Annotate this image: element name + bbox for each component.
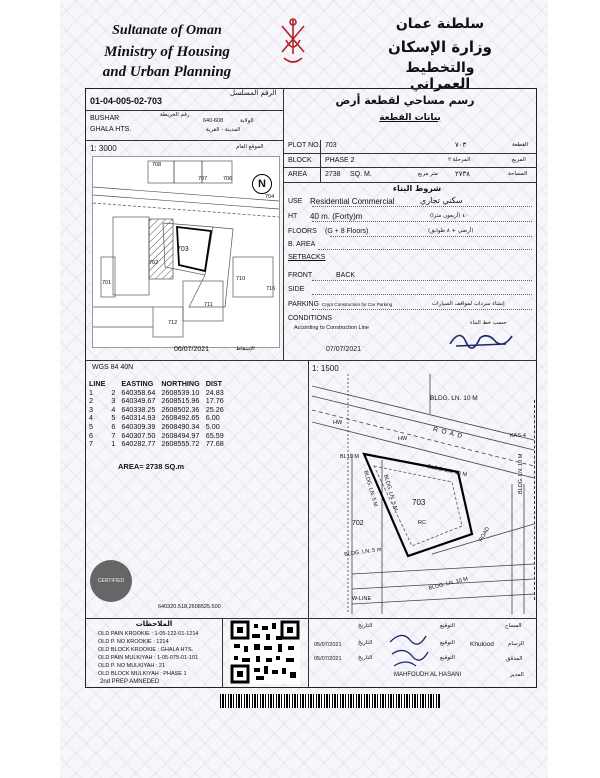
area-label: AREA — [288, 171, 308, 178]
map-bldg-ln-top: BLDG. LN. 10 M — [430, 395, 478, 402]
cell: 2 — [89, 396, 93, 406]
floors: (G + 8 Floors) — [325, 228, 369, 235]
map-rc-label: RC — [418, 520, 426, 526]
cell: 5 — [89, 421, 93, 431]
conditions-date: 07/07/2021 — [326, 346, 362, 353]
cell: 4 — [89, 413, 93, 423]
official-stamp-icon: CERTIFIED — [90, 560, 132, 602]
area-ar-unit: متر مربع — [418, 171, 438, 177]
map-no-label-ar: رقم الخريطة — [160, 112, 190, 118]
keymap-plot-701: 701 — [102, 280, 112, 286]
block-label: BLOCK — [288, 157, 312, 164]
detail-map — [312, 374, 534, 614]
cell: 2608515.96 — [161, 396, 200, 406]
remark-line-3: OLD BLOCK KROOKIE : GHALA HTS. — [98, 647, 194, 653]
prep-note: 2nd PREP AMNEDED — [100, 679, 160, 685]
cell: 640314.93 — [121, 413, 156, 423]
front-value: BACK — [336, 272, 356, 279]
map-plot-702: 702 — [352, 520, 364, 527]
setbacks-label: SETBACKS — [288, 254, 326, 261]
cell: 6 — [89, 430, 93, 440]
survey-scale: 1: 1500 — [312, 364, 339, 373]
map-bldg-ln-bottom-b: BLDG. LN. 10 M — [428, 576, 469, 592]
cell: 3 — [111, 396, 116, 406]
map-road-right: ROAD — [478, 526, 492, 543]
remarks-heading-ar: الملاحظات — [135, 620, 173, 628]
signature-label-2: التوقيع — [440, 640, 455, 646]
wgs-label: WGS 84 40N — [92, 364, 134, 371]
conditions-signature-icon — [446, 326, 516, 352]
plot-no-label: PLOT NO. — [288, 142, 321, 149]
frame-divider-vertical-bottom-b — [308, 618, 309, 688]
floors-ar: (أرضي + ٨ طوابق) — [428, 228, 474, 234]
conditions-heading-ar: شروط البناء — [392, 184, 442, 193]
plot-no-ar-label: القطعة — [512, 142, 529, 148]
front-label: FRONT — [288, 272, 313, 279]
village-ar: المدينة - القرية — [206, 127, 241, 133]
khanjar-emblem-icon — [274, 14, 312, 70]
dotted-line — [312, 221, 532, 222]
date-label-3: التاريخ — [358, 655, 373, 661]
cell: 5 — [111, 413, 116, 423]
header-en-line3: and Urban Planning — [102, 64, 232, 80]
cell: 2608494.97 — [161, 430, 200, 440]
conditions-label: CONDITIONS — [288, 315, 332, 322]
header-en-line2: Ministry of Housing — [104, 44, 230, 60]
cell: 640358.64 — [121, 387, 156, 397]
map-road-label: R O A D — [432, 426, 464, 441]
header-ar-line3: والتخطيط العمراني — [405, 60, 475, 92]
director-name: MAHFOUDH AL HASANI — [394, 672, 462, 678]
remark-line-4: OLD PAIN MULKIYAH : 1-05-075-01-101 — [98, 655, 199, 661]
frame-divider-vertical-mid — [308, 360, 309, 618]
ht-ar: ٤٠ (أربعون مترا) — [430, 213, 469, 219]
cell: 6.00 — [205, 413, 220, 423]
header-en-line1: Sultanate of Oman — [112, 23, 222, 38]
parking-ar: إنشاء سرداب لمواقف السيارات — [432, 301, 505, 307]
subtitle-ar: بيانات القطعة — [379, 113, 441, 123]
coord-note: 640320.518,2608525.500 — [158, 604, 221, 610]
header-northing: NORTHING — [161, 379, 200, 388]
use-ar: سكني تجاري — [420, 196, 463, 205]
map-bl10-label: BL10 M — [340, 454, 359, 460]
compass-north-icon: N — [252, 174, 272, 194]
frame-divider — [85, 360, 537, 361]
qr-code-icon — [230, 620, 300, 684]
director-label-ar: المدير — [510, 672, 524, 678]
header-ar-line1: سلطنة عمان — [395, 16, 485, 32]
dotted-line — [312, 206, 532, 207]
cell: 2608492.65 — [161, 413, 200, 423]
map-bldg-ln-right: BLDG. LN. 10 M — [518, 453, 524, 494]
village-en: GHALA HTS. — [90, 126, 132, 133]
wilayat-ar: الولاية — [240, 118, 254, 124]
cell: 2608539.10 — [161, 387, 200, 397]
parking: Crypt Construction for Car Parking — [322, 302, 393, 307]
serial-no: 01-04-005-02-703 — [90, 96, 163, 106]
frame-divider-vertical-top — [283, 88, 284, 360]
map-bldg-ln-vert-a: BLDG. LN. 5 M — [362, 470, 379, 508]
plot-no: 703 — [325, 142, 337, 149]
area: 2738 — [325, 171, 341, 178]
cell: 640309.39 — [121, 421, 156, 431]
keymap-plot-703: 703 — [177, 246, 189, 253]
map-hw-1: HW — [333, 420, 343, 426]
coordinates-table — [86, 380, 227, 449]
map-kas-label: KAS-4 — [510, 433, 526, 439]
map-plot-703: 703 — [412, 498, 426, 507]
cell: 640307.50 — [121, 430, 156, 440]
cell: 1 — [111, 439, 116, 449]
keymap-date: 06/07/2021 — [174, 346, 210, 353]
cell: 2608555.72 — [161, 439, 200, 449]
side-label: SIDE — [288, 286, 305, 293]
keymap-plot-707: 707 — [198, 176, 208, 182]
title-ar: رسم مساحي لقطعة أرض — [335, 94, 475, 107]
drafter-name: Khulood — [470, 641, 494, 648]
block-ar: المرحلة ٢ — [448, 157, 471, 163]
frame-divider — [85, 618, 537, 619]
cell: 3 — [89, 404, 93, 414]
cell: 2 — [111, 387, 116, 397]
remark-line-2: OLD P. NO KROOKIE : 1214 — [98, 639, 169, 645]
keymap-label-ar: الموقع العام — [236, 144, 264, 150]
area-summary: AREA= 2738 SQ.m — [118, 462, 185, 471]
cell: 2608502.36 — [161, 404, 200, 414]
map-bldg-ln-mid: BLDG. LN. 10 M — [426, 464, 468, 479]
date-label-2: التاريخ — [358, 640, 373, 646]
conditions-text: According to Construction Line — [294, 325, 369, 331]
keymap-plot-710: 710 — [236, 276, 246, 282]
header-easting: EASTING — [121, 379, 154, 388]
plot-no-ar: ٧٠٣ — [455, 141, 467, 149]
cell: 640349.67 — [121, 396, 156, 406]
checker-label-ar: المدقق — [506, 656, 523, 662]
approvals-signature-icon — [386, 630, 432, 670]
cell: 65.59 — [205, 430, 224, 440]
barea-label: B. AREA — [288, 241, 316, 248]
remark-line-6: OLD BLOCK MULKIYAH : PHASE 1 — [98, 671, 187, 677]
keymap-plot-716: 716 — [266, 286, 276, 292]
dotted-line — [318, 249, 532, 250]
cell: 1 — [89, 387, 93, 397]
drafter-date: 05/07/2021 — [314, 642, 342, 648]
keymap-plot-704: 704 — [265, 194, 275, 200]
frame-divider — [320, 140, 321, 182]
cell: 5.00 — [205, 421, 220, 431]
cell: 6 — [111, 421, 116, 431]
frame-divider — [85, 110, 283, 111]
keymap-date-label-ar: الإسقاط — [236, 346, 255, 352]
cell: 25.26 — [205, 404, 224, 414]
table-row — [86, 440, 227, 449]
cell: 77.68 — [205, 439, 224, 449]
map-bldg-ln-bottom-a: BLDG. LN. 5 m — [344, 546, 382, 558]
keymap-plot-706: 706 — [223, 176, 233, 182]
surveyor-label-ar: المساح — [505, 623, 522, 629]
dotted-line — [312, 309, 532, 310]
keymap-plot-702: 702 — [149, 260, 159, 266]
area-ar: ٢٧٣٨ — [455, 170, 471, 178]
checker-date: 05/07/2021 — [314, 656, 342, 662]
dotted-line — [312, 294, 532, 295]
floors-label: FLOORS — [288, 228, 317, 235]
conditions-ar: حسب خط البناء — [470, 320, 507, 326]
cell: 2608490.34 — [161, 421, 200, 431]
cell: 24.83 — [205, 387, 224, 397]
block: PHASE 2 — [325, 157, 355, 164]
frame-divider — [283, 167, 537, 168]
drafter-label-ar: الرسام — [508, 641, 524, 647]
use-label: USE — [288, 198, 303, 205]
map-hw-2: HW — [398, 436, 408, 442]
keymap-plot-711: 711 — [204, 302, 213, 308]
cell: 640338.25 — [121, 404, 156, 414]
header-dist: DIST — [205, 379, 223, 388]
map-bldg-ln-vert-b: BLDG. LN. 5 M — [382, 474, 399, 512]
block-ar-label: المربع — [512, 157, 526, 163]
serial-label-ar: الرقم المسلسل — [230, 89, 277, 97]
frame-divider — [283, 182, 537, 183]
ht-label: HT — [288, 213, 298, 220]
frame-divider — [283, 153, 537, 154]
frame-divider — [85, 140, 283, 141]
signature-label-3: التوقيع — [440, 655, 455, 661]
dotted-line — [330, 236, 532, 237]
ht: 40 m. (Forty)m — [310, 212, 363, 221]
use: Residential Commercial — [310, 197, 395, 206]
area-unit: SQ. M. — [350, 171, 372, 178]
keymap-plot-708: 708 — [152, 162, 162, 168]
header-ar-line2: وزارة الإسكان — [387, 38, 493, 56]
map-no: 640-608 — [203, 118, 224, 124]
barcode-icon — [220, 694, 440, 708]
cell: 4 — [111, 404, 116, 414]
cell: 640282.77 — [121, 439, 156, 449]
date-label-1: التاريخ — [358, 623, 373, 629]
cell: 7 — [111, 430, 116, 440]
keymap-scale: 1: 3000 — [90, 144, 117, 153]
dotted-line — [312, 280, 532, 281]
map-w-line: W-LINE — [352, 596, 372, 602]
signature-label-1: التوقيع — [440, 623, 455, 629]
parking-label: PARKING — [288, 301, 319, 308]
wilayat-en: BUSHAR — [90, 115, 120, 122]
area-ar-label: المساحة — [508, 171, 528, 177]
header-line: LINE — [89, 379, 106, 388]
remark-line-5: OLD P. NO MULKIYAH : 21 — [98, 663, 166, 669]
frame-divider-vertical-bottom-a — [222, 618, 223, 688]
dashed-boundary — [534, 400, 535, 600]
cell: 7 — [89, 439, 93, 449]
keymap-plot-712: 712 — [168, 320, 178, 326]
remark-line-1: OLD PAIN KROOKIE : 1-05-122-01-1214 — [98, 631, 199, 637]
cell: 17.76 — [205, 396, 224, 406]
